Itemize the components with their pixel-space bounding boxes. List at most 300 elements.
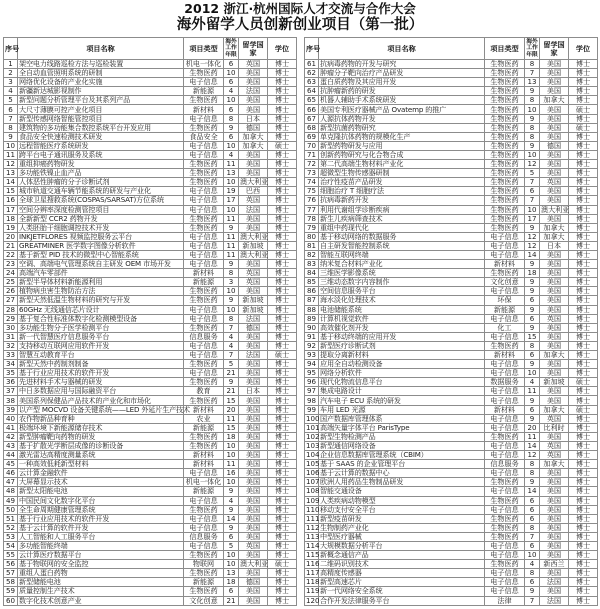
degree: 博士 [569,150,598,159]
table-header-row [4,38,297,60]
degree: 博士 [569,441,598,450]
column-header-years: 海外工作年限 [225,38,237,58]
study-country: 美国 [540,514,569,523]
overseas-years: 13 [224,169,239,178]
project-name: 新一代智慧医疗信息服务平台 [18,332,184,341]
project-name: 三维医学影像系统 [319,269,485,278]
project-type: 生物医药 [184,178,224,187]
study-country: 比利时 [540,423,569,432]
project-type: 生物医药 [184,432,224,441]
project-type: 电子信息 [485,541,525,550]
row-index: 103 [306,440,320,450]
overseas-years: 9 [525,305,540,314]
degree: 博士 [268,460,297,469]
project-type: 生物医药 [485,114,525,123]
project-type: 生物医药 [485,514,525,523]
degree: 博士 [268,478,297,487]
project-name: 生物制药产业化 [319,523,485,532]
degree: 博士 [268,296,297,305]
degree: 博士 [569,469,598,478]
table-row [305,223,598,232]
degree: 博士 [268,414,297,423]
study-country: 新加坡 [239,305,268,314]
overseas-years: 18 [525,269,540,278]
study-country: 美国 [540,323,569,332]
study-country: 美国 [239,523,268,532]
row-index: 88 [305,305,319,314]
table-row [305,505,598,514]
overseas-years: 11 [224,460,239,469]
overseas-years: 12 [525,232,540,241]
degree: 博士 [268,341,297,350]
study-country: 美国 [540,523,569,532]
row-index: 58 [4,578,18,587]
overseas-years: 5 [525,169,540,178]
table-row [305,387,598,396]
degree: 硕士 [268,141,297,150]
project-type: 电子信息 [485,387,525,396]
degree: 博士 [569,232,598,241]
row-index: 96 [305,378,319,387]
table-row [4,305,297,314]
row-index: 114 [306,541,320,551]
overseas-years: 21 [224,387,239,396]
degree: 博士 [569,114,598,123]
row-index: 29 [4,314,18,323]
project-type: 生物医药 [485,169,525,178]
project-type: 生物医药 [485,478,525,487]
project-type: 生物医药 [184,296,224,305]
overseas-years: 12 [525,241,540,250]
project-type: 生物医药 [184,160,224,169]
study-country: 美国 [239,505,268,514]
project-type: 新能源 [184,578,224,587]
study-country: 美国 [239,596,268,605]
column-header-degree: 学位 [268,38,297,60]
table-row [4,414,297,423]
table-row [4,132,297,141]
overseas-years: 8 [525,341,540,350]
degree: 博士 [569,560,598,569]
degree: 博士 [569,250,598,259]
overseas-years: 9 [525,223,540,232]
table-row [4,114,297,123]
project-name: 重组抑癌药物研发 [18,160,184,169]
project-name: 新型储能电池 [18,578,184,587]
degree: 博士 [268,314,297,323]
table-row [4,387,297,396]
project-type: 生物医药 [184,169,224,178]
project-type: 新材料 [184,105,224,114]
overseas-years: 9 [525,287,540,296]
degree: 博士 [268,241,297,250]
project-name: 重组人蛋白药物 [18,569,184,578]
overseas-years: 6 [224,105,239,114]
project-type: 电子信息 [485,423,525,432]
study-country: 加拿大 [540,232,569,241]
project-type: 生物医药 [184,123,224,132]
row-index: 60 [4,596,18,605]
project-name: 基于云计算的软件开发 [18,523,184,532]
row-index: 113 [306,531,320,541]
degree: 博士 [569,360,598,369]
row-index: 86 [305,287,319,296]
degree: 博士 [268,260,297,269]
study-country: 美国 [239,214,268,223]
study-country: 美国 [540,341,569,350]
degree: 博士 [268,160,297,169]
row-index: 81 [305,241,319,250]
project-name: 人源抗体药物开发 [319,114,485,123]
project-table [3,37,297,606]
study-country: 日本 [540,241,569,250]
project-type: 电子信息 [184,196,224,205]
degree: 博士 [569,332,598,341]
overseas-years: 20 [224,405,239,414]
study-country: 美国 [540,478,569,487]
project-name: 新疆新达城影视制作 [18,87,184,96]
project-type: 生物医药 [485,532,525,541]
project-type: 新材料 [184,405,224,414]
row-index: 17 [4,205,18,214]
study-country: 英国 [239,278,268,287]
project-type: 环保 [485,296,525,305]
row-index: 97 [305,387,319,396]
project-name: 基于扩散光学断层成像的诊断设备 [18,441,184,450]
row-index: 82 [305,250,319,259]
degree: 博士 [569,478,598,487]
overseas-years: 10 [224,551,239,560]
study-country: 澳大利亚 [240,177,269,187]
row-index: 55 [4,551,18,560]
project-type: 电子信息 [184,305,224,314]
project-type: 电子信息 [485,469,525,478]
project-name: 空调、高端电气管理系统自主研发 OEM 市场开发 [18,260,184,269]
study-country: 美国 [239,587,268,596]
overseas-years: 10 [224,178,239,187]
project-name: 新型抗菌药物研究 [319,123,485,132]
project-type: 生物医药 [485,141,525,150]
row-index: 3 [4,78,18,87]
project-name: 国产数据库管理体系 [319,414,485,423]
overseas-years: 10 [224,96,239,105]
project-name: 新型药物研发与应用 [319,141,485,150]
project-name: 重组中药现代化 [319,223,485,232]
overseas-years: 9 [525,478,540,487]
overseas-years: 6 [525,578,540,587]
project-name: 二维码识别技术 [319,560,485,569]
project-name: 城市轨道交通车辆节能系统的研发与产业化 [18,187,184,196]
overseas-years: 6 [224,132,239,141]
project-name: 基于 SAAS 的企业管理平台 [319,460,485,469]
project-name: 基于移动终端的应用开发 [319,332,485,341]
study-country: 美国 [540,214,569,223]
study-country: 美国 [239,69,268,78]
project-type: 电子信息 [184,469,224,478]
study-country: 新加坡 [239,241,268,250]
project-name: 基于物联网的安全监控 [18,560,184,569]
study-country: 美国 [540,360,569,369]
overseas-years: 7 [525,178,540,187]
project-type: 电子信息 [485,441,525,450]
study-country: 美国 [540,487,569,496]
project-name: 极端环境下新能源储存技术 [18,423,184,432]
study-country: 美国 [239,341,268,350]
degree: 博士 [268,523,297,532]
project-type: 生物医药 [485,523,525,532]
degree: 硕士 [569,105,598,114]
row-index: 14 [4,178,18,187]
degree: 博士 [268,60,297,69]
project-type: 信息服务 [184,532,224,541]
row-index: 89 [305,314,319,323]
overseas-years: 21 [224,369,239,378]
study-country: 美国 [540,105,569,114]
project-name: INKJETFLORES 视频监控服务云平台 [18,232,184,241]
degree: 博士 [569,132,598,141]
project-type: 生物医药 [184,360,224,369]
study-country: 英国 [239,541,268,550]
degree: 博士 [268,596,297,605]
degree: 博士 [268,360,297,369]
project-name: 提取分离新材料 [319,351,485,360]
project-name: 基于行业应用技术的软件开发 [18,514,184,523]
row-index: 65 [305,96,319,105]
table-row [305,232,598,241]
study-country: 美国 [540,396,569,405]
degree: 硕士 [569,378,598,387]
project-name: 抗肿瘤新药的研发 [319,87,485,96]
row-index: 73 [305,169,319,178]
table-row [4,514,297,523]
overseas-years: 11 [525,387,540,396]
study-country: 日本 [239,114,268,123]
project-type: 生物医药 [485,432,525,441]
overseas-years: 14 [525,487,540,496]
study-country: 法国 [239,351,268,360]
project-name: 新型天然中药制剂制备 [18,360,184,369]
project-type: 食品安全 [184,132,224,141]
project-type: 生物医药 [184,69,224,78]
project-type: 新能源 [184,487,224,496]
study-country: 美国 [540,132,569,141]
row-index: 71 [305,150,319,159]
row-index: 112 [306,522,320,532]
row-index: 2 [4,69,18,78]
project-name: 支持移动互联网应用软件开发 [18,341,184,350]
project-type: 电子信息 [184,341,224,350]
degree: 博士 [569,451,598,460]
overseas-years: 10 [224,205,239,214]
table-row [4,105,297,114]
degree: 博士 [268,505,297,514]
table-row [305,396,598,405]
overseas-years: 9 [224,260,239,269]
table-row [305,414,598,423]
project-type: 生物医药 [485,187,525,196]
project-name: 移动支付安全平台 [319,505,485,514]
project-type: 机电一体化 [184,60,224,69]
degree: 博士 [569,587,598,596]
overseas-years: 19 [224,187,239,196]
overseas-years: 8 [525,132,540,141]
degree: 博士 [569,205,598,214]
project-type: 电子信息 [184,541,224,550]
project-type: 电子信息 [485,414,525,423]
degree: 博士 [268,569,297,578]
project-type: 生物医药 [184,378,224,387]
project-type: 新材料 [485,260,525,269]
project-type: 生物医药 [485,78,525,87]
project-type: 生物医药 [485,196,525,205]
project-name: 60GHz 无线通信芯片设计 [18,305,184,314]
table-row [4,505,297,514]
overseas-years: 7 [525,532,540,541]
project-type: 生物医药 [485,69,525,78]
project-type: 电子信息 [485,487,525,496]
row-index: 27 [4,296,18,305]
degree: 博士 [569,523,598,532]
project-type: 生物医药 [184,505,224,514]
project-name: 人体恶性肿瘤的分子诊断试剂 [18,178,184,187]
overseas-years: 7 [525,596,540,605]
project-name: 中型医疗器械 [319,532,485,541]
project-name: 架空电力线路巡检方法与巡检装置 [18,60,184,69]
overseas-years: 15 [525,332,540,341]
row-index: 28 [4,305,18,314]
row-index: 47 [4,478,18,487]
project-name: 全生命周期健康管理系统 [18,505,184,514]
study-country: 美国 [239,105,268,114]
project-type: 电子信息 [184,114,224,123]
overseas-years: 18 [224,578,239,587]
overseas-years: 8 [224,114,239,123]
project-name: 治疗性疫苗产品研发 [319,178,485,187]
project-name: 新型天然低温生物材料的研究与开发 [18,296,184,305]
degree: 博士 [268,532,297,541]
study-country: 美国 [540,269,569,278]
study-country: 美国 [540,496,569,505]
overseas-years: 11 [525,432,540,441]
overseas-years: 9 [224,123,239,132]
table-row [4,205,297,214]
project-name: 建筑物的多功能集合数控系统平台开发应用 [18,123,184,132]
degree: 博士 [569,78,598,87]
row-index: 25 [4,278,18,287]
overseas-years: 17 [525,214,540,223]
study-country: 美国 [540,332,569,341]
degree: 博士 [268,287,297,296]
row-index: 21 [4,241,18,250]
row-index: 5 [4,96,18,105]
project-name: 新型太阳能电池 [18,487,184,496]
overseas-years: 3 [224,278,239,287]
row-index: 80 [305,232,319,241]
overseas-years: 15 [224,396,239,405]
project-type: 生物医药 [485,269,525,278]
row-index: 42 [4,432,18,441]
column-header-degree: 学位 [569,38,598,60]
project-type: 生物医药 [485,496,525,505]
project-name: 美国专利医疗器械产品 Ovatemp 的推广 [319,105,485,114]
study-country: 澳大利亚 [240,559,269,569]
study-country: 美国 [239,423,268,432]
degree: 博士 [268,132,297,141]
overseas-years: 8 [525,96,540,105]
table-row [4,232,297,241]
degree: 博士 [569,169,598,178]
overseas-years: 10 [525,205,540,214]
row-index: 23 [4,260,18,269]
degree: 硕士 [268,351,297,360]
study-country: 美国 [239,441,268,450]
project-name: 集成电路设计 [319,387,485,396]
project-name: 云计算医疗数据平台 [18,551,184,560]
project-name: 基于新型 PID 技术的微型中心智能系统 [18,250,184,259]
overseas-years: 6 [525,187,540,196]
degree: 博士 [268,332,297,341]
overseas-years: 9 [525,114,540,123]
project-type: 生物医药 [485,87,525,96]
project-name: 新一代网络安全系统 [319,587,485,596]
project-name: 车用 LED 光源 [319,405,485,414]
study-country: 美国 [540,196,569,205]
table-row [305,114,598,123]
table-row [305,123,598,132]
overseas-years: 11 [224,250,239,259]
project-name: 肿瘤分子靶向治疗产品研发 [319,69,485,78]
study-country: 美国 [239,478,268,487]
study-country: 加拿大 [239,141,268,150]
study-country: 德国 [239,578,268,587]
project-name: 计算机视觉软件 [319,314,485,323]
study-country: 美国 [540,123,569,132]
project-type: 电子信息 [184,187,224,196]
project-type: 新材料 [184,460,224,469]
study-country: 法国 [540,596,569,605]
study-country: 美国 [239,487,268,496]
table-row [305,587,598,596]
project-type: 新能源 [184,87,224,96]
overseas-years: 9 [525,260,540,269]
project-type: 生物医药 [184,441,224,450]
project-type: 电子信息 [184,369,224,378]
row-index: 120 [306,595,320,605]
overseas-years: 10 [224,287,239,296]
overseas-years: 5 [224,360,239,369]
row-index: 119 [306,586,320,596]
study-country: 英国 [540,178,569,187]
study-country: 英国 [540,451,569,460]
overseas-years: 10 [525,150,540,159]
project-name: 电池储能系统 [319,305,485,314]
project-name: GREATMINER 医学数字图像分析软件 [18,241,184,250]
project-name: 美国系列保健品产品技术的产业化和市场化 [18,396,184,405]
row-index: 84 [305,269,319,278]
degree: 博士 [569,305,598,314]
degree: 博士 [268,432,297,441]
project-type: 电子信息 [184,314,224,323]
row-index: 9 [4,132,18,141]
overseas-years: 10 [224,141,239,150]
table-row [4,423,297,432]
degree: 博士 [569,369,598,378]
column-header-name: 项目名称 [319,38,485,60]
project-name: 多功能生物分子医学检测平台 [18,323,184,332]
degree: 博士 [569,60,598,69]
degree: 博士 [268,578,297,587]
overseas-years: 13 [525,78,540,87]
